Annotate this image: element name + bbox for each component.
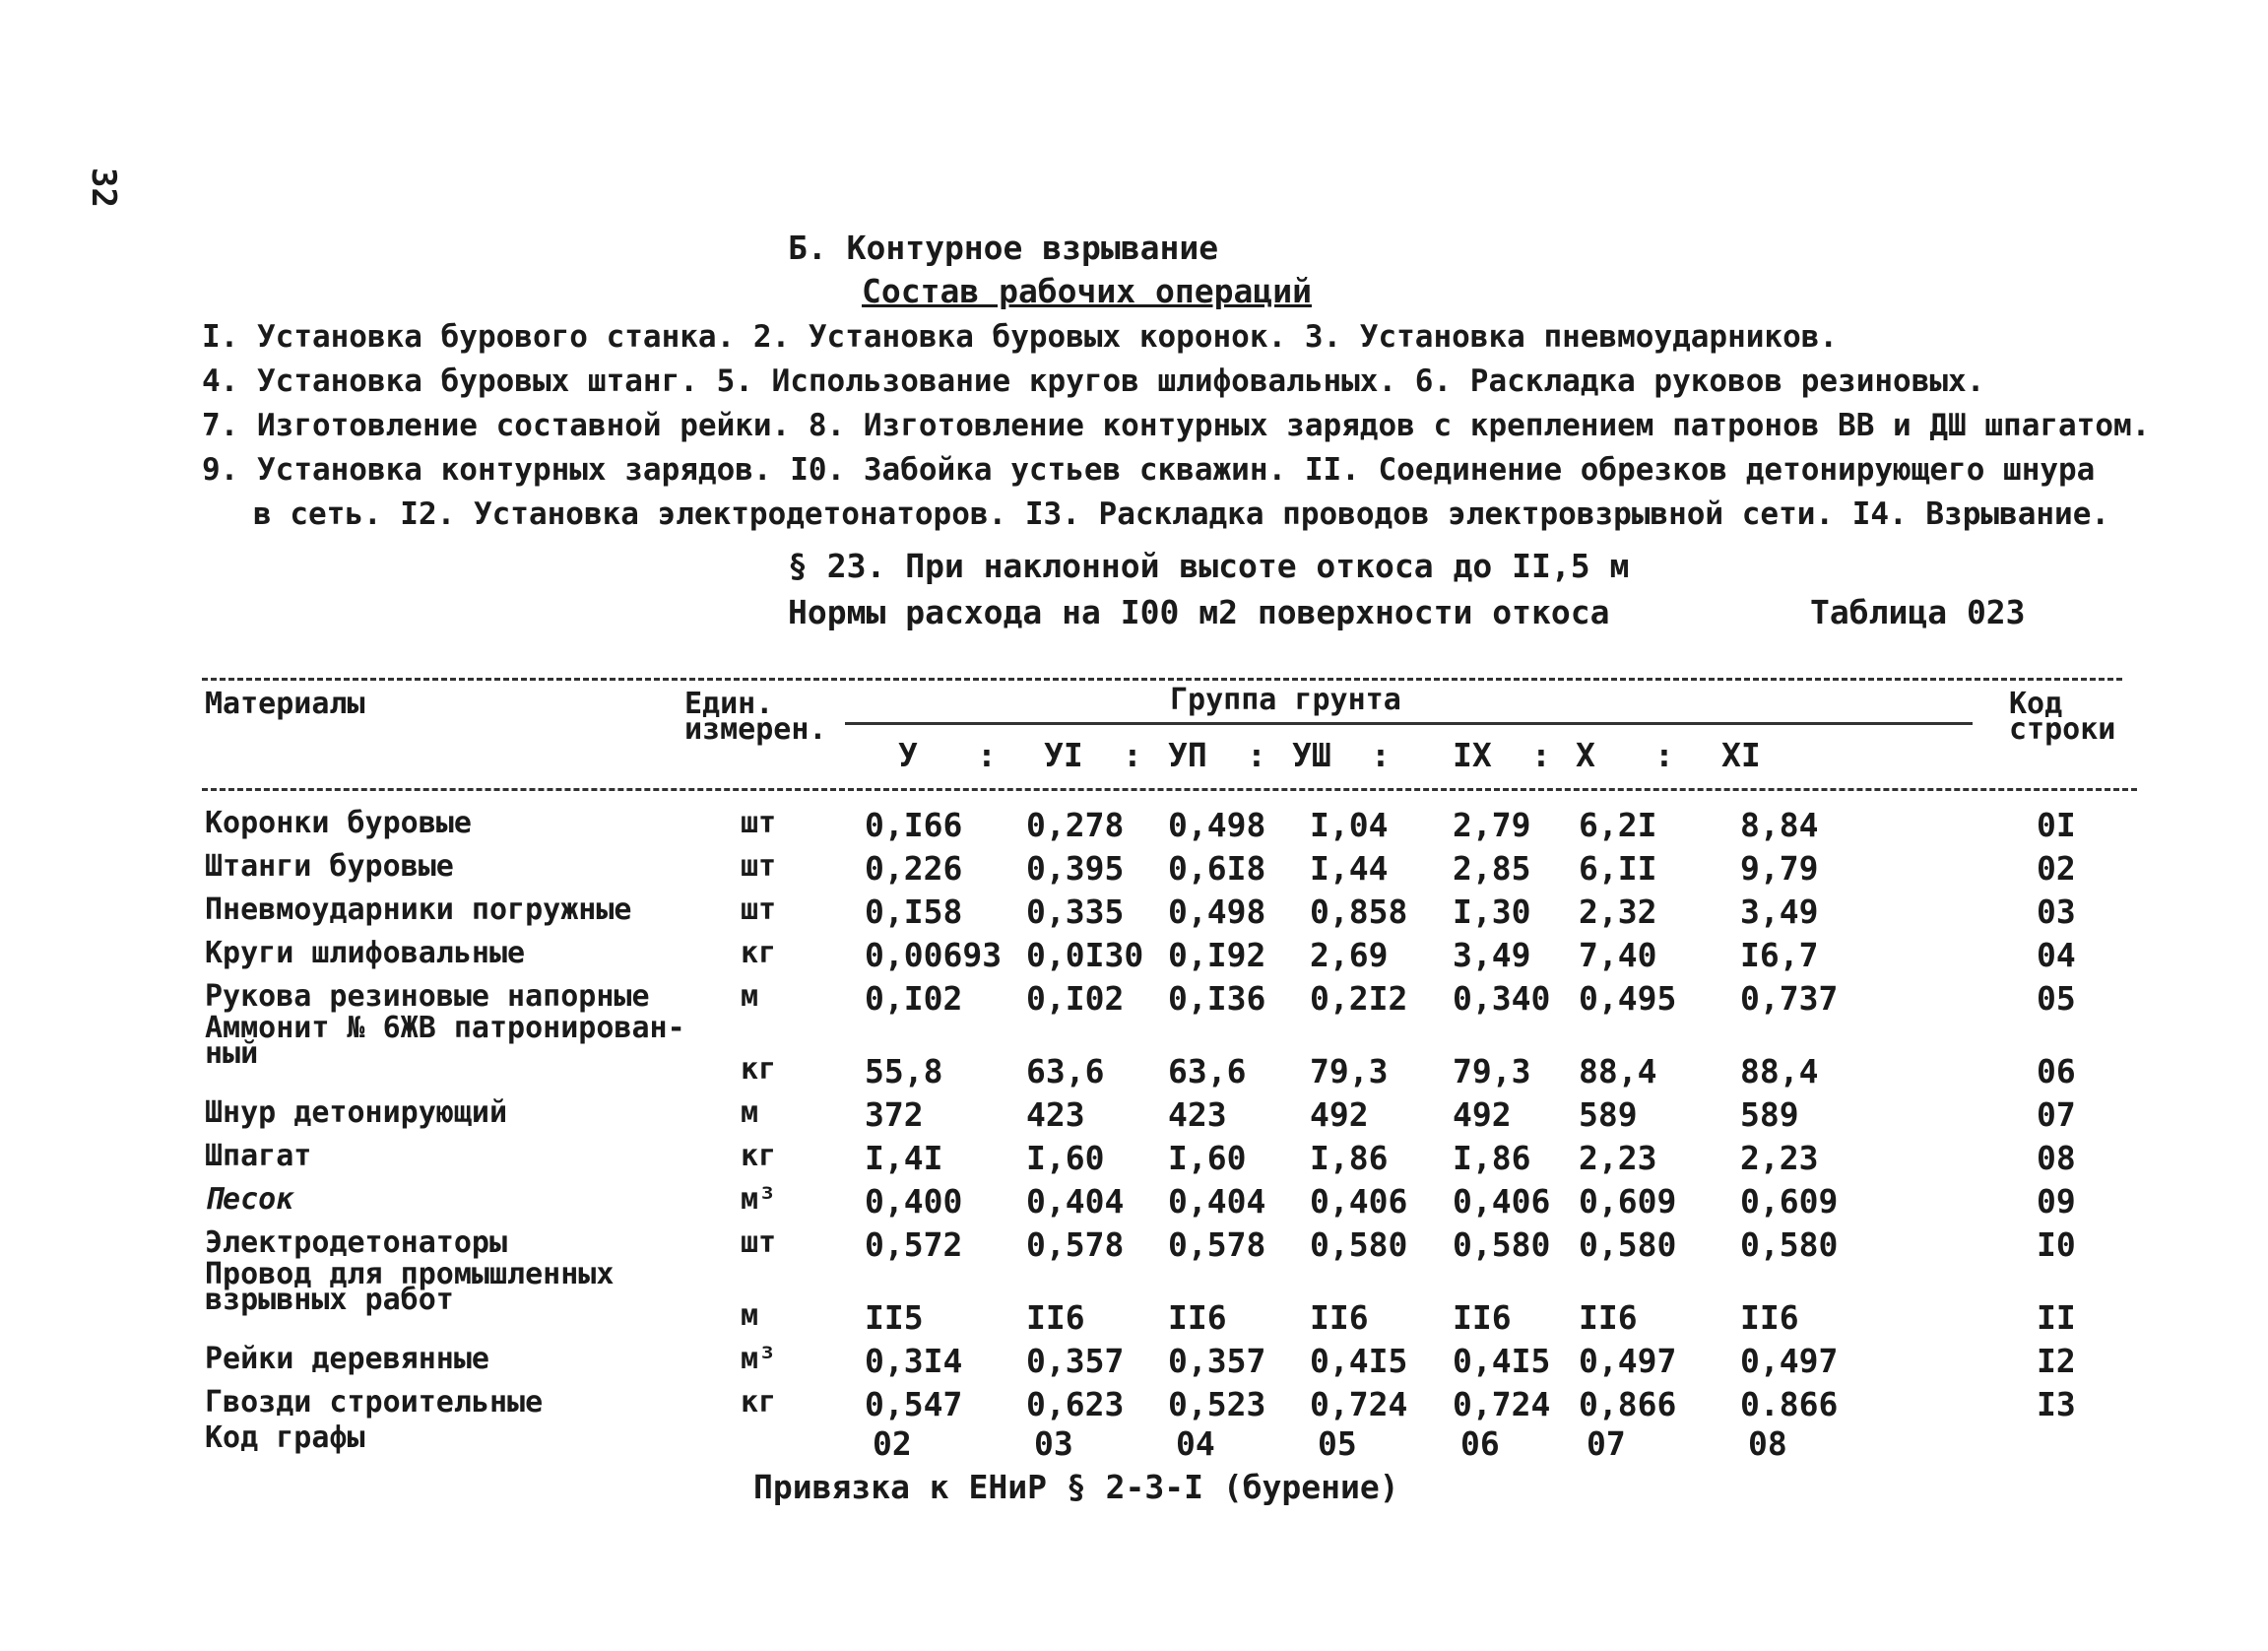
norm-value: 0,495 [1579,979,1677,1018]
unit: кг [741,1052,777,1087]
norm-value: 79,3 [1453,1052,1531,1090]
header-soil-group: Группа грунта [1170,683,1401,717]
page-number: 32 [84,167,123,208]
row-code: 02 [2037,849,2076,888]
header-unit-line2: измерен. [684,712,827,747]
norm-value: 423 [1168,1095,1227,1134]
norm-value: 0,578 [1168,1225,1266,1264]
norm-value: 0,335 [1026,892,1125,931]
code-row-label: Код графы [205,1420,365,1455]
row-code: 07 [2037,1095,2076,1134]
row-code: 04 [2037,936,2076,974]
material-name: Электродетонаторы [205,1225,508,1260]
norm-value: 0,737 [1740,979,1839,1018]
colon-separator: : [1371,736,1391,774]
column-code: 06 [1460,1424,1500,1463]
norm-value: 79,3 [1310,1052,1389,1090]
norm-value: 63,6 [1026,1052,1105,1090]
norm-value: 0,I36 [1168,979,1266,1018]
group-header-rule [845,722,1973,725]
norm-value: 492 [1310,1095,1369,1134]
material-name: Штанги буровые [205,849,454,884]
material-name: Рукова резиновые напорные [205,979,650,1014]
norm-value: 492 [1453,1095,1512,1134]
row-code: II [2037,1298,2076,1337]
column-code: 03 [1034,1424,1073,1463]
norm-value: 0,523 [1168,1385,1266,1423]
norm-value: II6 [1310,1298,1369,1337]
norm-value: 63,6 [1168,1052,1247,1090]
header-code-line1: Код [2009,687,2063,721]
norm-value: 3,49 [1453,936,1531,974]
soil-group-5: IX [1453,736,1492,774]
norm-value: II6 [1026,1298,1085,1337]
norm-value: 2,79 [1453,806,1531,844]
norm-value: 0,866 [1579,1385,1677,1423]
norm-value: 0,406 [1310,1182,1408,1221]
norm-value: II6 [1168,1298,1227,1337]
material-name-line2: ный [205,1036,259,1071]
operations-line: 7. Изготовление составной рейки. 8. Изготовление контурных зарядов с креплением патронов ВВ и ДШ шпагатом. [202,408,2151,443]
unit: шт [741,849,777,884]
norm-value: 0,498 [1168,892,1266,931]
norm-value: I,30 [1453,892,1531,931]
norm-value: 589 [1579,1095,1638,1134]
norm-value: 0,4I5 [1453,1342,1551,1380]
unit: шт [741,892,777,927]
norm-value: 0,00693 [865,936,1003,974]
row-code: 06 [2037,1052,2076,1090]
material-name: Шпагат [205,1139,312,1173]
norm-value: 0,609 [1579,1182,1677,1221]
norm-value: 0,578 [1026,1225,1125,1264]
norm-value: 6,II [1579,849,1657,888]
norm-value: 0,I02 [1026,979,1125,1018]
norm-value: I6,7 [1740,936,1819,974]
norm-value: 0,0I30 [1026,936,1144,974]
norm-value: 0,I66 [865,806,963,844]
colon-separator: : [1531,736,1551,774]
norm-value: 2,69 [1310,936,1389,974]
unit: кг [741,1385,777,1420]
norm-value: 0,406 [1453,1182,1551,1221]
row-code: 09 [2037,1182,2076,1221]
operations-line: в сеть. I2. Установка электродетонаторов. I3. Раскладка проводов электровзрывной сети. I4. Взрывание. [253,496,2110,532]
norms-title: Нормы расхода на I00 м2 поверхности откоса [788,593,1610,631]
norm-value: 0,6I8 [1168,849,1266,888]
norm-value: 2,23 [1740,1139,1819,1177]
soil-group-6: X [1576,736,1595,774]
norm-value: I,04 [1310,806,1389,844]
section-title: Б. Контурное взрывание [788,229,1219,267]
norm-value: 0,497 [1579,1342,1677,1380]
material-name: Коронки буровые [205,806,472,840]
norm-value: 0,609 [1740,1182,1839,1221]
norm-value: I,86 [1453,1139,1531,1177]
material-name: Круги шлифовальные [205,936,526,970]
norm-value: 2,85 [1453,849,1531,888]
norm-value: 0,4I5 [1310,1342,1408,1380]
column-code: 05 [1318,1424,1357,1463]
norm-value: 0,I58 [865,892,963,931]
column-code: 08 [1748,1424,1787,1463]
header-materials: Материалы [205,687,365,721]
norm-value: 0,3I4 [865,1342,963,1380]
soil-group-3: УП [1168,736,1207,774]
material-name: Пневмоударники погружные [205,892,632,927]
header-unit-line1: Един. [684,687,774,721]
colon-separator: : [977,736,997,774]
table-number: Таблица 023 [1810,593,2026,631]
paragraph-title: § 23. При наклонной высоте откоса до II,5 м [788,547,1630,585]
norm-value: II6 [1579,1298,1638,1337]
row-code: 0I [2037,806,2076,844]
row-code: I3 [2037,1385,2076,1423]
soil-group-2: УI [1044,736,1083,774]
column-code: 07 [1587,1424,1626,1463]
norm-value: II6 [1453,1298,1512,1337]
material-name-line1: Провод для промышленных [205,1257,615,1291]
material-name: Рейки деревянные [205,1342,489,1376]
column-code: 04 [1176,1424,1215,1463]
row-code: I0 [2037,1225,2076,1264]
unit: кг [741,1139,777,1173]
norm-value: 0,395 [1026,849,1125,888]
norm-value: 0,226 [865,849,963,888]
unit: м [741,1298,759,1333]
norm-value: 55,8 [865,1052,943,1090]
norm-value: 372 [865,1095,924,1134]
material-name: Шнур детонирующий [205,1095,508,1130]
column-code: 02 [873,1424,912,1463]
norm-value: 88,4 [1740,1052,1819,1090]
norm-value: 0,497 [1740,1342,1839,1380]
operations-line: 4. Установка буровых штанг. 5. Использование кругов шлифовальных. 6. Раскладка руковов резиновых. [202,363,1985,399]
norm-value: II5 [865,1298,924,1337]
header-code-line2: строки [2009,712,2116,747]
material-name-line2: взрывных работ [205,1283,454,1317]
norm-value: 0,357 [1026,1342,1125,1380]
header-bottom-rule [202,788,2137,791]
norm-value: 8,84 [1740,806,1819,844]
material-name: Песок [205,1182,294,1217]
norm-value: 589 [1740,1095,1799,1134]
norm-value: 0,357 [1168,1342,1266,1380]
soil-group-4: УШ [1292,736,1331,774]
norm-value: 0,858 [1310,892,1408,931]
table-top-rule [202,678,2122,681]
norm-value: I,60 [1168,1139,1247,1177]
material-name-line1: Аммонит № 6ЖВ патронирован- [205,1011,685,1045]
norm-value: I,86 [1310,1139,1389,1177]
norm-value: I,44 [1310,849,1389,888]
norm-value: 0,2I2 [1310,979,1408,1018]
norm-value: 0,547 [865,1385,963,1423]
row-code: 03 [2037,892,2076,931]
unit: шт [741,806,777,840]
operations-line: I. Установка бурового станка. 2. Установка буровых коронок. 3. Установка пневмоударников. [202,319,1839,355]
material-name: Гвозди строительные [205,1385,544,1420]
norm-value: 0,580 [1310,1225,1408,1264]
colon-separator: : [1247,736,1266,774]
norm-value: 0,724 [1310,1385,1408,1423]
norm-value: 0,572 [865,1225,963,1264]
norm-value: 2,32 [1579,892,1657,931]
norm-value: 0,580 [1579,1225,1677,1264]
row-code: 05 [2037,979,2076,1018]
norm-value: II6 [1740,1298,1799,1337]
norm-value: 7,40 [1579,936,1657,974]
norm-value: I,4I [865,1139,943,1177]
norm-value: 0.866 [1740,1385,1839,1423]
norm-value: 0,498 [1168,806,1266,844]
norm-value: 0,580 [1740,1225,1839,1264]
soil-group-1: У [898,736,918,774]
norm-value: 2,23 [1579,1139,1657,1177]
norm-value: 0,724 [1453,1385,1551,1423]
colon-separator: : [1654,736,1674,774]
colon-separator: : [1123,736,1142,774]
norm-value: 0,340 [1453,979,1551,1018]
operations-list [202,315,2150,537]
row-code: 08 [2037,1139,2076,1177]
norm-value: 6,2I [1579,806,1657,844]
operations-line: 9. Установка контурных зарядов. I0. Забойка устьев скважин. II. Соединение обрезков детонирующего шнура [202,452,2096,488]
unit: м³ [741,1182,777,1217]
norm-value: 0,404 [1026,1182,1125,1221]
norm-value: 0,400 [865,1182,963,1221]
norm-value: 0,I02 [865,979,963,1018]
norm-value: 0,580 [1453,1225,1551,1264]
row-code: I2 [2037,1342,2076,1380]
norm-value: I,60 [1026,1139,1105,1177]
unit: шт [741,1225,777,1260]
unit: м [741,1095,759,1130]
norm-value: 3,49 [1740,892,1819,931]
unit: кг [741,936,777,970]
norm-value: 0,404 [1168,1182,1266,1221]
norm-value: 0,I92 [1168,936,1266,974]
norm-value: 423 [1026,1095,1085,1134]
norm-value: 0,623 [1026,1385,1125,1423]
footer-reference: Привязка к ЕНиР § 2-3-I (бурение) [753,1468,1399,1506]
norm-value: 0,278 [1026,806,1125,844]
unit: м³ [741,1342,777,1376]
norm-value: 9,79 [1740,849,1819,888]
operations-title: Состав рабочих операций [862,272,1312,310]
soil-group-7: XI [1721,736,1761,774]
norm-value: 88,4 [1579,1052,1657,1090]
unit: м [741,979,759,1014]
